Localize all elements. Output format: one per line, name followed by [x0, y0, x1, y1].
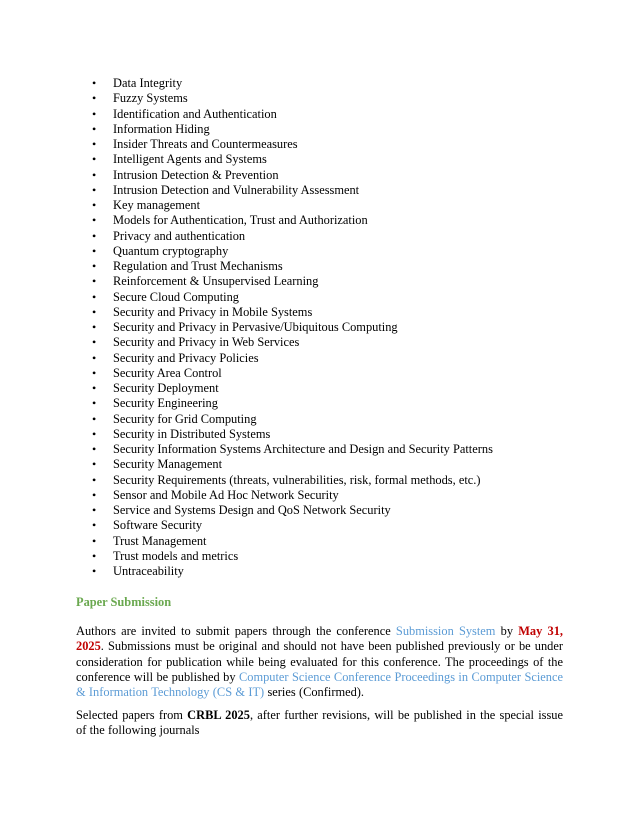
bullet-icon: • [92, 365, 97, 380]
topic-item [92, 351, 612, 366]
topic-item [92, 412, 612, 427]
topic-item [92, 229, 612, 244]
topic-label: Information Hiding [113, 121, 210, 136]
bullet-icon: • [92, 335, 97, 350]
bullet-icon: • [92, 442, 97, 456]
submission-system-link[interactable]: Submission System [395, 624, 496, 638]
bullet-icon: • [92, 411, 97, 426]
bullet-icon: • [92, 426, 97, 441]
topic-label: Security and Privacy Policies [113, 350, 259, 365]
bullet-icon: • [92, 472, 97, 487]
bullet-icon: • [92, 121, 97, 136]
bullet-icon: • [92, 518, 97, 533]
topic-label: Security and Privacy in Web Services [113, 335, 300, 350]
bullet-icon: • [92, 106, 97, 121]
topic-item [92, 152, 612, 167]
topic-label: Quantum cryptography [113, 243, 229, 258]
journals-text-2: , after further revisions, will be published in the special issue of the following journals [76, 708, 563, 738]
topic-label: Security in Distributed Systems [113, 426, 271, 441]
topic-label: Trust Management [113, 533, 207, 548]
topic-item [92, 274, 612, 289]
topic-label: Reinforcement & Unsupervised Learning [113, 274, 319, 289]
topic-item [92, 305, 612, 320]
bullet-icon: • [92, 182, 97, 197]
topic-item [92, 91, 612, 106]
bullet-icon: • [92, 381, 97, 395]
bullet-icon: • [92, 137, 97, 151]
topic-item [92, 244, 612, 259]
journals-paragraph [76, 708, 563, 739]
topic-item [92, 488, 612, 503]
topic-item [92, 396, 612, 411]
bullet-icon: • [92, 152, 97, 167]
bullet-icon: • [92, 564, 97, 578]
topic-label: Secure Cloud Computing [113, 289, 239, 304]
topic-label: Fuzzy Systems [113, 91, 188, 106]
topic-item [92, 534, 612, 549]
topic-item [92, 549, 612, 564]
topic-label: Intrusion Detection and Vulnerability Assessment [113, 182, 360, 197]
topic-item [92, 442, 612, 457]
topic-item [92, 198, 612, 213]
bullet-icon: • [92, 548, 97, 563]
submission-text-1: Authors are invited to submit papers through the conference [76, 624, 396, 638]
bullet-icon: • [92, 167, 97, 182]
submission-text-2: by [495, 624, 519, 638]
topic-item [92, 137, 612, 152]
topic-label: Security Information Systems Architecture and Design and Security Patterns [113, 442, 493, 456]
bullet-icon: • [92, 457, 97, 472]
paper-submission-heading: Paper Submission [76, 595, 172, 609]
conference-name: CRBL 2025 [187, 708, 250, 722]
topic-item [92, 320, 612, 335]
topic-item [92, 335, 612, 350]
bullet-icon: • [92, 350, 97, 365]
bullet-icon: • [92, 533, 97, 548]
topic-label: Security and Privacy in Pervasive/Ubiquitous Computing [113, 320, 398, 334]
submission-paragraph [76, 624, 563, 700]
topic-item [92, 366, 612, 381]
topic-item [92, 457, 612, 472]
topic-label: Identification and Authentication [113, 106, 277, 121]
topic-item [92, 518, 612, 533]
topic-item [92, 107, 612, 122]
journals-text-1: Selected papers from [76, 708, 188, 722]
topic-item [92, 213, 612, 228]
topic-label: Security Deployment [113, 381, 219, 395]
bullet-icon: • [92, 213, 97, 228]
topics-list [92, 76, 612, 579]
topic-label: Software Security [113, 518, 203, 533]
topic-item [92, 290, 612, 305]
topic-label: Security for Grid Computing [113, 411, 257, 426]
topic-label: Untraceability [113, 564, 184, 578]
topic-item [92, 122, 612, 137]
topic-label: Data Integrity [113, 76, 183, 90]
submission-text-3: . Submissions must be original and should not have been published previously or be under consideration for publication while being evaluated for this conference. The proceedings of the conference will be published by [76, 639, 563, 684]
topic-label: Trust models and metrics [113, 548, 239, 563]
topic-label: Service and Systems Design and QoS Network Security [113, 503, 391, 517]
bullet-icon: • [92, 91, 97, 106]
topic-label: Security Management [113, 457, 223, 472]
topic-label: Security Engineering [113, 396, 218, 411]
topic-item [92, 183, 612, 198]
topic-label: Regulation and Trust Mechanisms [113, 259, 283, 273]
topic-label: Intelligent Agents and Systems [113, 152, 267, 167]
topic-label: Insider Threats and Countermeasures [113, 137, 298, 151]
topic-label: Security and Privacy in Mobile Systems [113, 304, 313, 319]
bullet-icon: • [92, 304, 97, 319]
topic-label: Key management [113, 198, 201, 212]
bullet-icon: • [92, 289, 97, 304]
submission-text-4: series (Confirmed). [264, 685, 364, 700]
topic-label: Models for Authentication, Trust and Authorization [113, 213, 368, 228]
topic-label: Sensor and Mobile Ad Hoc Network Security [113, 487, 339, 502]
topic-item [92, 503, 612, 518]
topic-item [92, 76, 612, 91]
topic-item [92, 564, 612, 579]
bullet-icon: • [92, 228, 97, 243]
topic-label: Security Area Control [113, 365, 222, 380]
submission-deadline: May 31, 2025 [76, 624, 564, 654]
bullet-icon: • [92, 259, 97, 273]
topic-item [92, 259, 612, 274]
topic-label: Intrusion Detection & Prevention [113, 167, 279, 182]
topic-item [92, 473, 612, 488]
bullet-icon: • [92, 76, 97, 90]
bullet-icon: • [92, 396, 97, 411]
topic-item [92, 427, 612, 442]
topic-item [92, 381, 612, 396]
bullet-icon: • [92, 243, 97, 258]
topic-item [92, 168, 612, 183]
bullet-icon: • [92, 274, 97, 289]
bullet-icon: • [92, 503, 97, 517]
proceedings-link[interactable]: Computer Science Conference Proceedings in Computer Science & Information Technology (CS & IT) [76, 669, 563, 700]
bullet-icon: • [92, 320, 97, 334]
bullet-icon: • [92, 487, 97, 502]
bullet-icon: • [92, 198, 97, 212]
topic-label: Security Requirements (threats, vulnerabilities, risk, formal methods, etc.) [113, 472, 481, 487]
topic-label: Privacy and authentication [113, 228, 246, 243]
